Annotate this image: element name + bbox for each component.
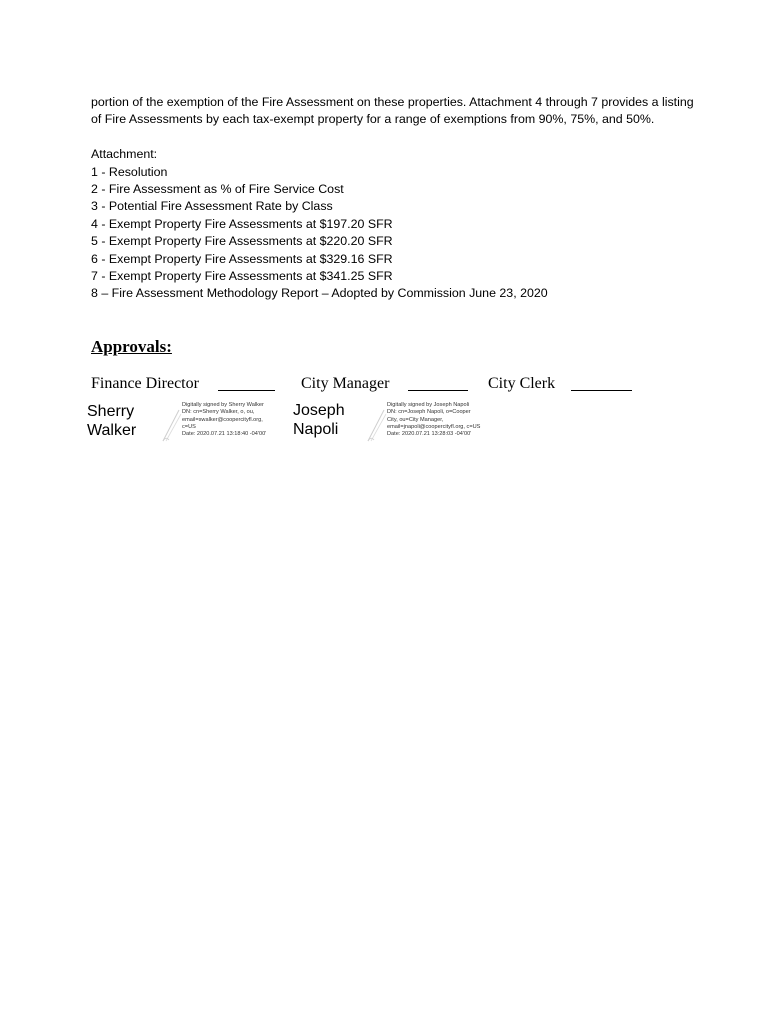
stamp-line: City, ou=City Manager, <box>387 416 444 423</box>
attachment-item: 3 - Potential Fire Assessment Rate by Class <box>91 199 333 214</box>
stamp-line: Digitally signed by Joseph Napoli <box>387 402 470 408</box>
stamp-line: DN: cn=Joseph Napoli, o=Cooper <box>387 409 471 416</box>
city-clerk-label: City Clerk <box>488 375 556 392</box>
finance-director-label: Finance Director <box>91 375 199 392</box>
walker-last-name: Walker <box>87 422 137 439</box>
attachment-item: 6 - Exempt Property Fire Assessments at $329.16 SFR <box>91 251 393 266</box>
walker-digital-signature-stamp <box>162 402 267 442</box>
city-clerk-signature-line <box>571 390 632 391</box>
attachment-list <box>91 164 741 303</box>
body-text <box>91 94 741 303</box>
napoli-stamp-text <box>387 402 483 438</box>
walker-signer-name <box>87 402 136 440</box>
stamp-line: email=jnapoli@coopercityfl.org, c=US <box>387 423 481 430</box>
stamp-line: Date: 2020.07.21 13:28:03 -04'00' <box>387 431 472 438</box>
napoli-first-name: Joseph <box>293 402 345 419</box>
attachment-heading: Attachment: <box>91 147 158 162</box>
intro-line-2: of Fire Assessments by each tax-exempt property for a range of exemptions from 90%, 75%, and 50%. <box>91 112 655 127</box>
city-manager-label: City Manager <box>301 375 390 392</box>
napoli-signer-name <box>293 401 345 439</box>
napoli-last-name: Napoli <box>293 421 339 438</box>
attachment-item: 8 – Fire Assessment Methodology Report – Adopted by Commission June 23, 2020 <box>91 286 548 301</box>
napoli-digital-signature-stamp <box>367 402 481 442</box>
finance-director-signature-line <box>218 390 275 391</box>
signature-pen-icon <box>367 402 389 442</box>
stamp-line: c=US <box>182 423 196 430</box>
attachment-item: 4 - Exempt Property Fire Assessments at $197.20 SFR <box>91 216 393 231</box>
attachment-item: 1 - Resolution <box>91 164 168 179</box>
attachment-item: 2 - Fire Assessment as % of Fire Service Cost <box>91 182 344 197</box>
walker-stamp-text <box>182 402 278 438</box>
approval-signature-row <box>0 375 770 397</box>
stamp-line: email=swalker@coopercityfl.org, <box>182 416 263 423</box>
signature-pen-icon <box>162 402 184 442</box>
stamp-line: DN: cn=Sherry Walker, o, ou, <box>182 409 255 416</box>
intro-line-1: portion of the exemption of the Fire Assessment on these properties. Attachment 4 through 7 provides a listing <box>91 95 694 109</box>
walker-first-name: Sherry <box>87 403 135 420</box>
stamp-line: Date: 2020.07.21 13:18:40 -04'00' <box>182 431 267 438</box>
attachment-item: 5 - Exempt Property Fire Assessments at $220.20 SFR <box>91 234 393 249</box>
approvals-heading: Approvals: <box>91 337 172 356</box>
stamp-line: Digitally signed by Sherry Walker <box>182 402 264 408</box>
paragraph-gap <box>91 129 741 146</box>
attachment-item: 7 - Exempt Property Fire Assessments at $341.25 SFR <box>91 269 393 284</box>
city-manager-signature-line <box>408 390 468 391</box>
